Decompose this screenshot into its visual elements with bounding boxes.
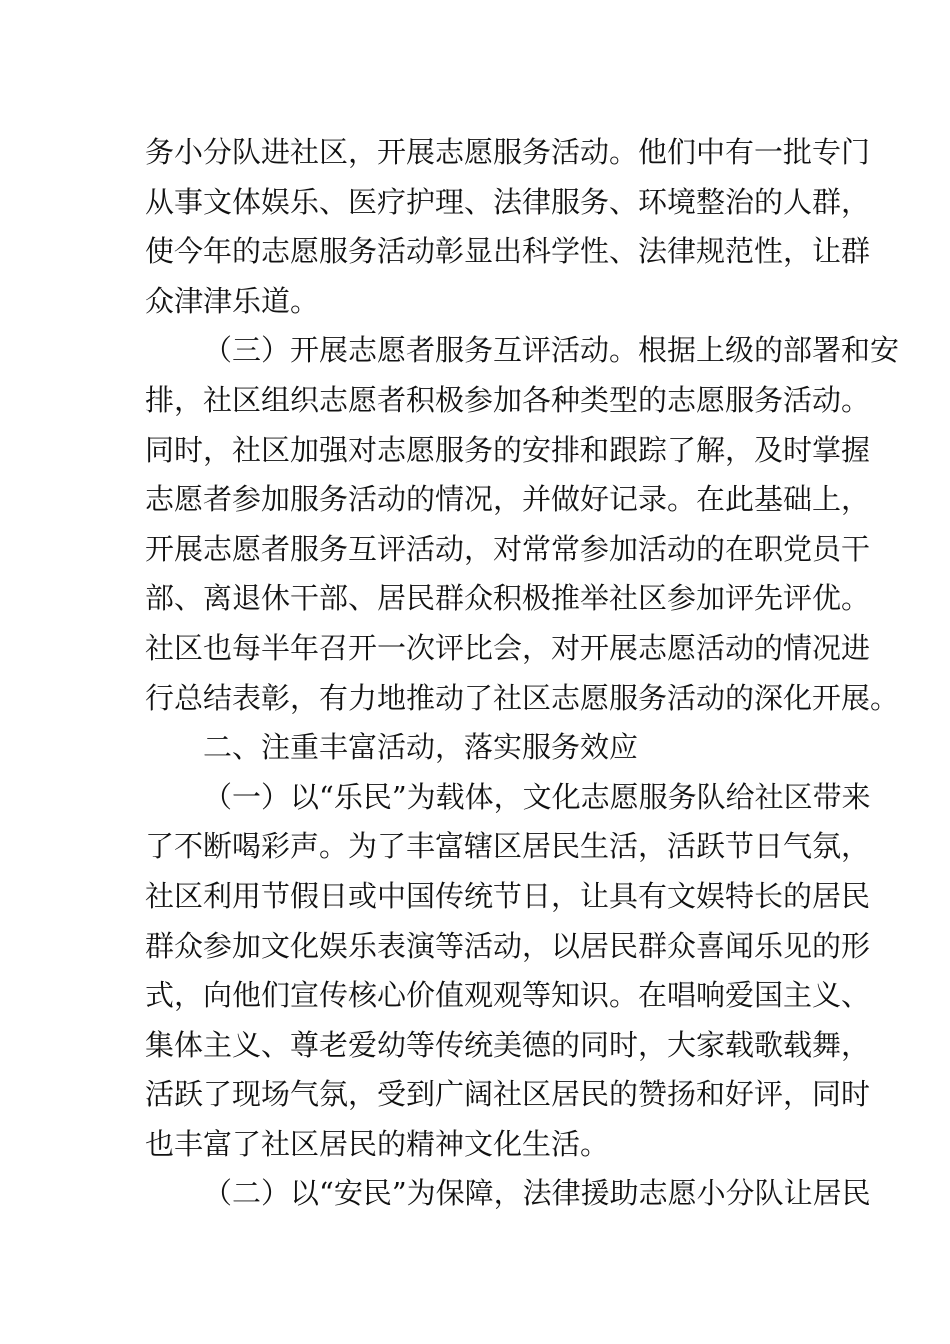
- text-line: 社区利用节假日或中国传统节日，让具有文娱特长的居民: [145, 878, 871, 913]
- text-line: 众津津乐道。: [145, 283, 320, 318]
- text-line: 部、离退休干部、居民群众积极推举社区参加评先评优。: [145, 581, 871, 616]
- text-line: 从事文体娱乐、医疗护理、法律服务、环境整治的人群，: [145, 184, 871, 219]
- text-line: 行总结表彰，有力地推动了社区志愿服务活动的深化开展。: [145, 680, 900, 715]
- text-line: 集体主义、尊老爱幼等传统美德的同时，大家载歌载舞，: [145, 1027, 871, 1062]
- subsection-heading-2: （二）以“安民”为保障，法律援助志愿小分队让居民: [203, 1176, 871, 1211]
- text-line: 式，向他们宣传核心价值观观等知识。在唱响爱国主义、: [145, 978, 871, 1013]
- text-line: 开展志愿者服务互评活动，对常常参加活动的在职党员干: [145, 531, 871, 566]
- text-line: 也丰富了社区居民的精神文化生活。: [145, 1126, 610, 1161]
- text-line: 社区也每半年召开一次评比会，对开展志愿活动的情况进: [145, 630, 871, 665]
- body-text: [145, 128, 900, 1219]
- text-line: 使今年的志愿服务活动彰显出科学性、法律规范性，让群: [145, 234, 871, 269]
- subsection-heading-1: （一）以“乐民”为载体，文化志愿服务队给社区带来: [203, 779, 871, 814]
- text-line: 群众参加文化娱乐表演等活动，以居民群众喜闻乐见的形: [145, 928, 871, 963]
- section-heading-2: 二、注重丰富活动，落实服务效应: [203, 730, 639, 765]
- text-line: 活跃了现场气氛，受到广阔社区居民的赞扬和好评，同时: [145, 1077, 871, 1112]
- section-heading-3: （三）开展志愿者服务互评活动。根据上级的部署和安: [203, 333, 900, 368]
- text-line: 务小分队进社区，开展志愿服务活动。他们中有一批专门: [145, 135, 871, 169]
- text-line: 排，社区组织志愿者积极参加各种类型的志愿服务活动。: [145, 382, 871, 417]
- text-line: 了不断喝彩声。为了丰富辖区居民生活，活跃节日气氛，: [145, 829, 871, 864]
- text-line: 同时，社区加强对志愿服务的安排和跟踪了解，及时掌握: [145, 432, 871, 467]
- text-line: 志愿者参加服务活动的情况，并做好记录。在此基础上，: [145, 482, 871, 517]
